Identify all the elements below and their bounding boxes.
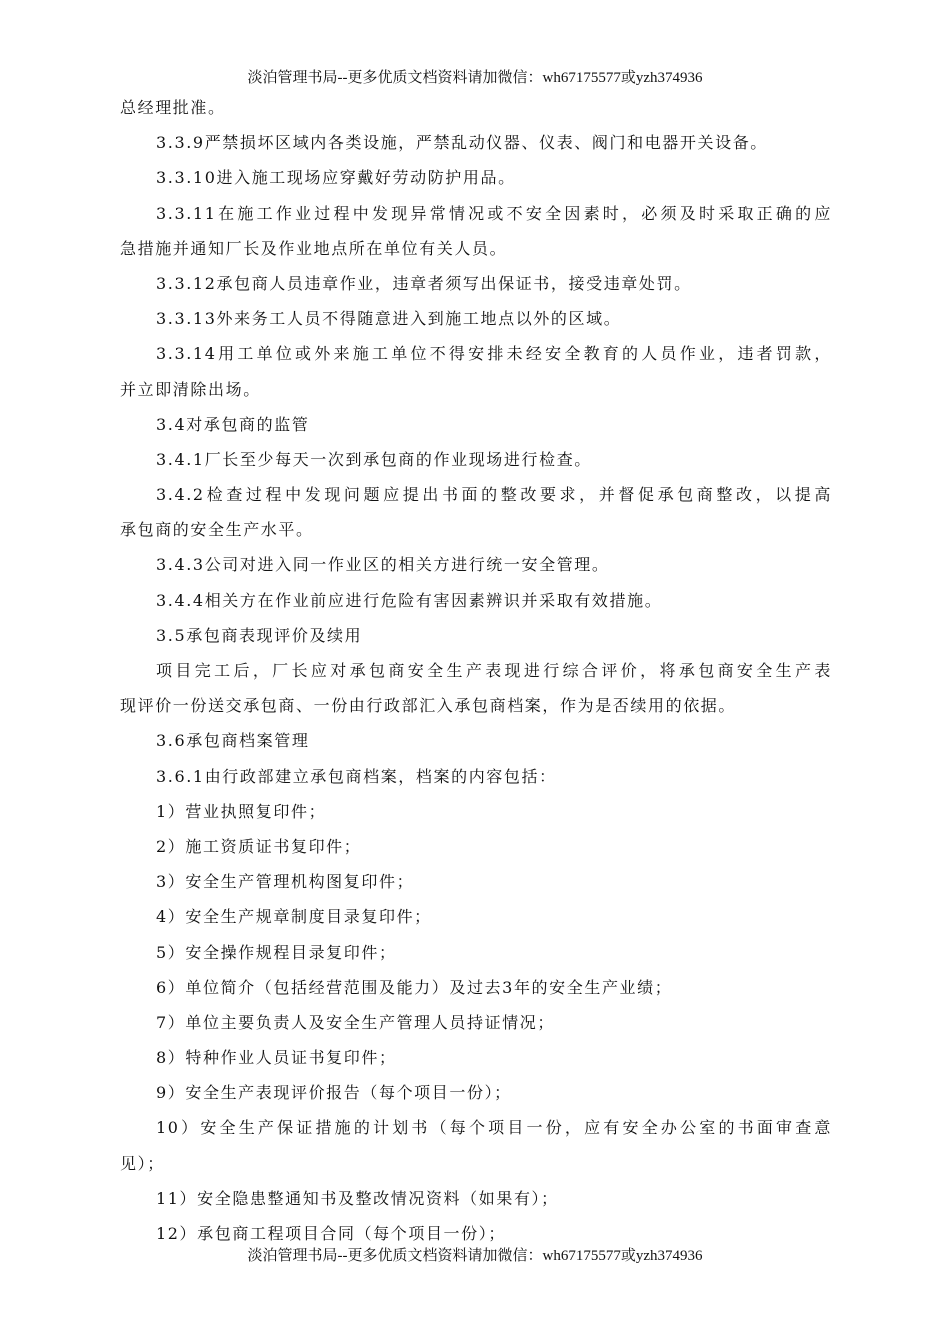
paragraph-line: 总经理批准。 [120,98,226,117]
paragraph-line: 3.4.2检查过程中发现问题应提出书面的整改要求，并督促承包商整改，以提高 [156,485,832,505]
document-body [120,90,832,1251]
paragraph-line: 6）单位简介（包括经营范围及能力）及过去3年的安全生产业绩； [156,977,673,997]
paragraph-line: 现评价一份送交承包商、一份由行政部汇入承包商档案，作为是否续用的依据。 [120,696,737,716]
paragraph-line: 4）安全生产规章制度目录复印件； [156,907,432,927]
paragraph-line: 3.4.3公司对进入同一作业区的相关方进行统一安全管理。 [156,555,610,575]
paragraph-line: 5）安全操作规程目录复印件； [156,942,397,962]
paragraph-line: 项目完工后，厂长应对承包商安全生产表现进行综合评价，将承包商安全生产表 [156,661,832,680]
paragraph-line: 承包商的安全生产水平。 [120,520,314,540]
page-header: 淡泊管理书局--更多优质文档资料请加微信：wh67175577或yzh374936 [247,70,703,86]
paragraph-line: 12）承包商工程项目合同（每个项目一份）； [156,1224,506,1243]
paragraph-line: 1）营业执照复印件； [156,801,327,821]
paragraph-line: 11）安全隐患整通知书及整改情况资料（如果有）； [156,1188,559,1208]
page-footer: 淡泊管理书局--更多优质文档资料请加微信：wh67175577或yzh374936 [247,1248,703,1264]
paragraph-line: 3.5承包商表现评价及续用 [156,625,363,645]
paragraph-line: 3.3.10进入施工现场应穿戴好劳动防护用品。 [156,168,516,188]
paragraph-line: 3.6承包商档案管理 [156,731,310,751]
paragraph-line: 见）； [120,1153,165,1173]
paragraph-line: 3.3.13外来务工人员不得随意进入到施工地点以外的区域。 [156,309,622,329]
paragraph-line: 3.4.1厂长至少每天一次到承包商的作业现场进行检查。 [156,449,592,469]
paragraph-line: 3.3.11在施工作业过程中发现异常情况或不安全因素时，必须及时采取正确的应 [156,203,832,223]
paragraph-line: 2）施工资质证书复印件； [156,836,362,856]
paragraph-line: 3.4.4相关方在作业前应进行危险有害因素辨识并采取有效措施。 [156,590,663,610]
paragraph-line: 9）安全生产表现评价报告（每个项目一份）； [156,1083,512,1103]
paragraph-line: 3.6.1由行政部建立承包商档案，档案的内容包括： [156,766,557,786]
paragraph-line: 急措施并通知厂长及作业地点所在单位有关人员。 [120,238,508,258]
paragraph-line: 3.3.12承包商人员违章作业，违章者须写出保证书，接受违章处罚。 [156,273,692,293]
paragraph-line: 3.4对承包商的监管 [156,414,310,434]
paragraph-line: 3.3.9严禁损坏区域内各类设施，严禁乱动仪器、仪表、阀门和电器开关设备。 [156,133,768,153]
paragraph-line: 并立即清除出场。 [120,379,261,399]
paragraph-line: 7）单位主要负责人及安全生产管理人员持证情况； [156,1012,555,1032]
paragraph-line: 8）特种作业人员证书复印件； [156,1048,397,1068]
paragraph-line: 3）安全生产管理机构图复印件； [156,872,415,892]
paragraph-line: 10）安全生产保证措施的计划书（每个项目一份，应有安全办公室的书面审查意 [156,1118,832,1138]
paragraph-line: 3.3.14用工单位或外来施工单位不得安排未经安全教育的人员作业，违者罚款， [156,344,832,364]
